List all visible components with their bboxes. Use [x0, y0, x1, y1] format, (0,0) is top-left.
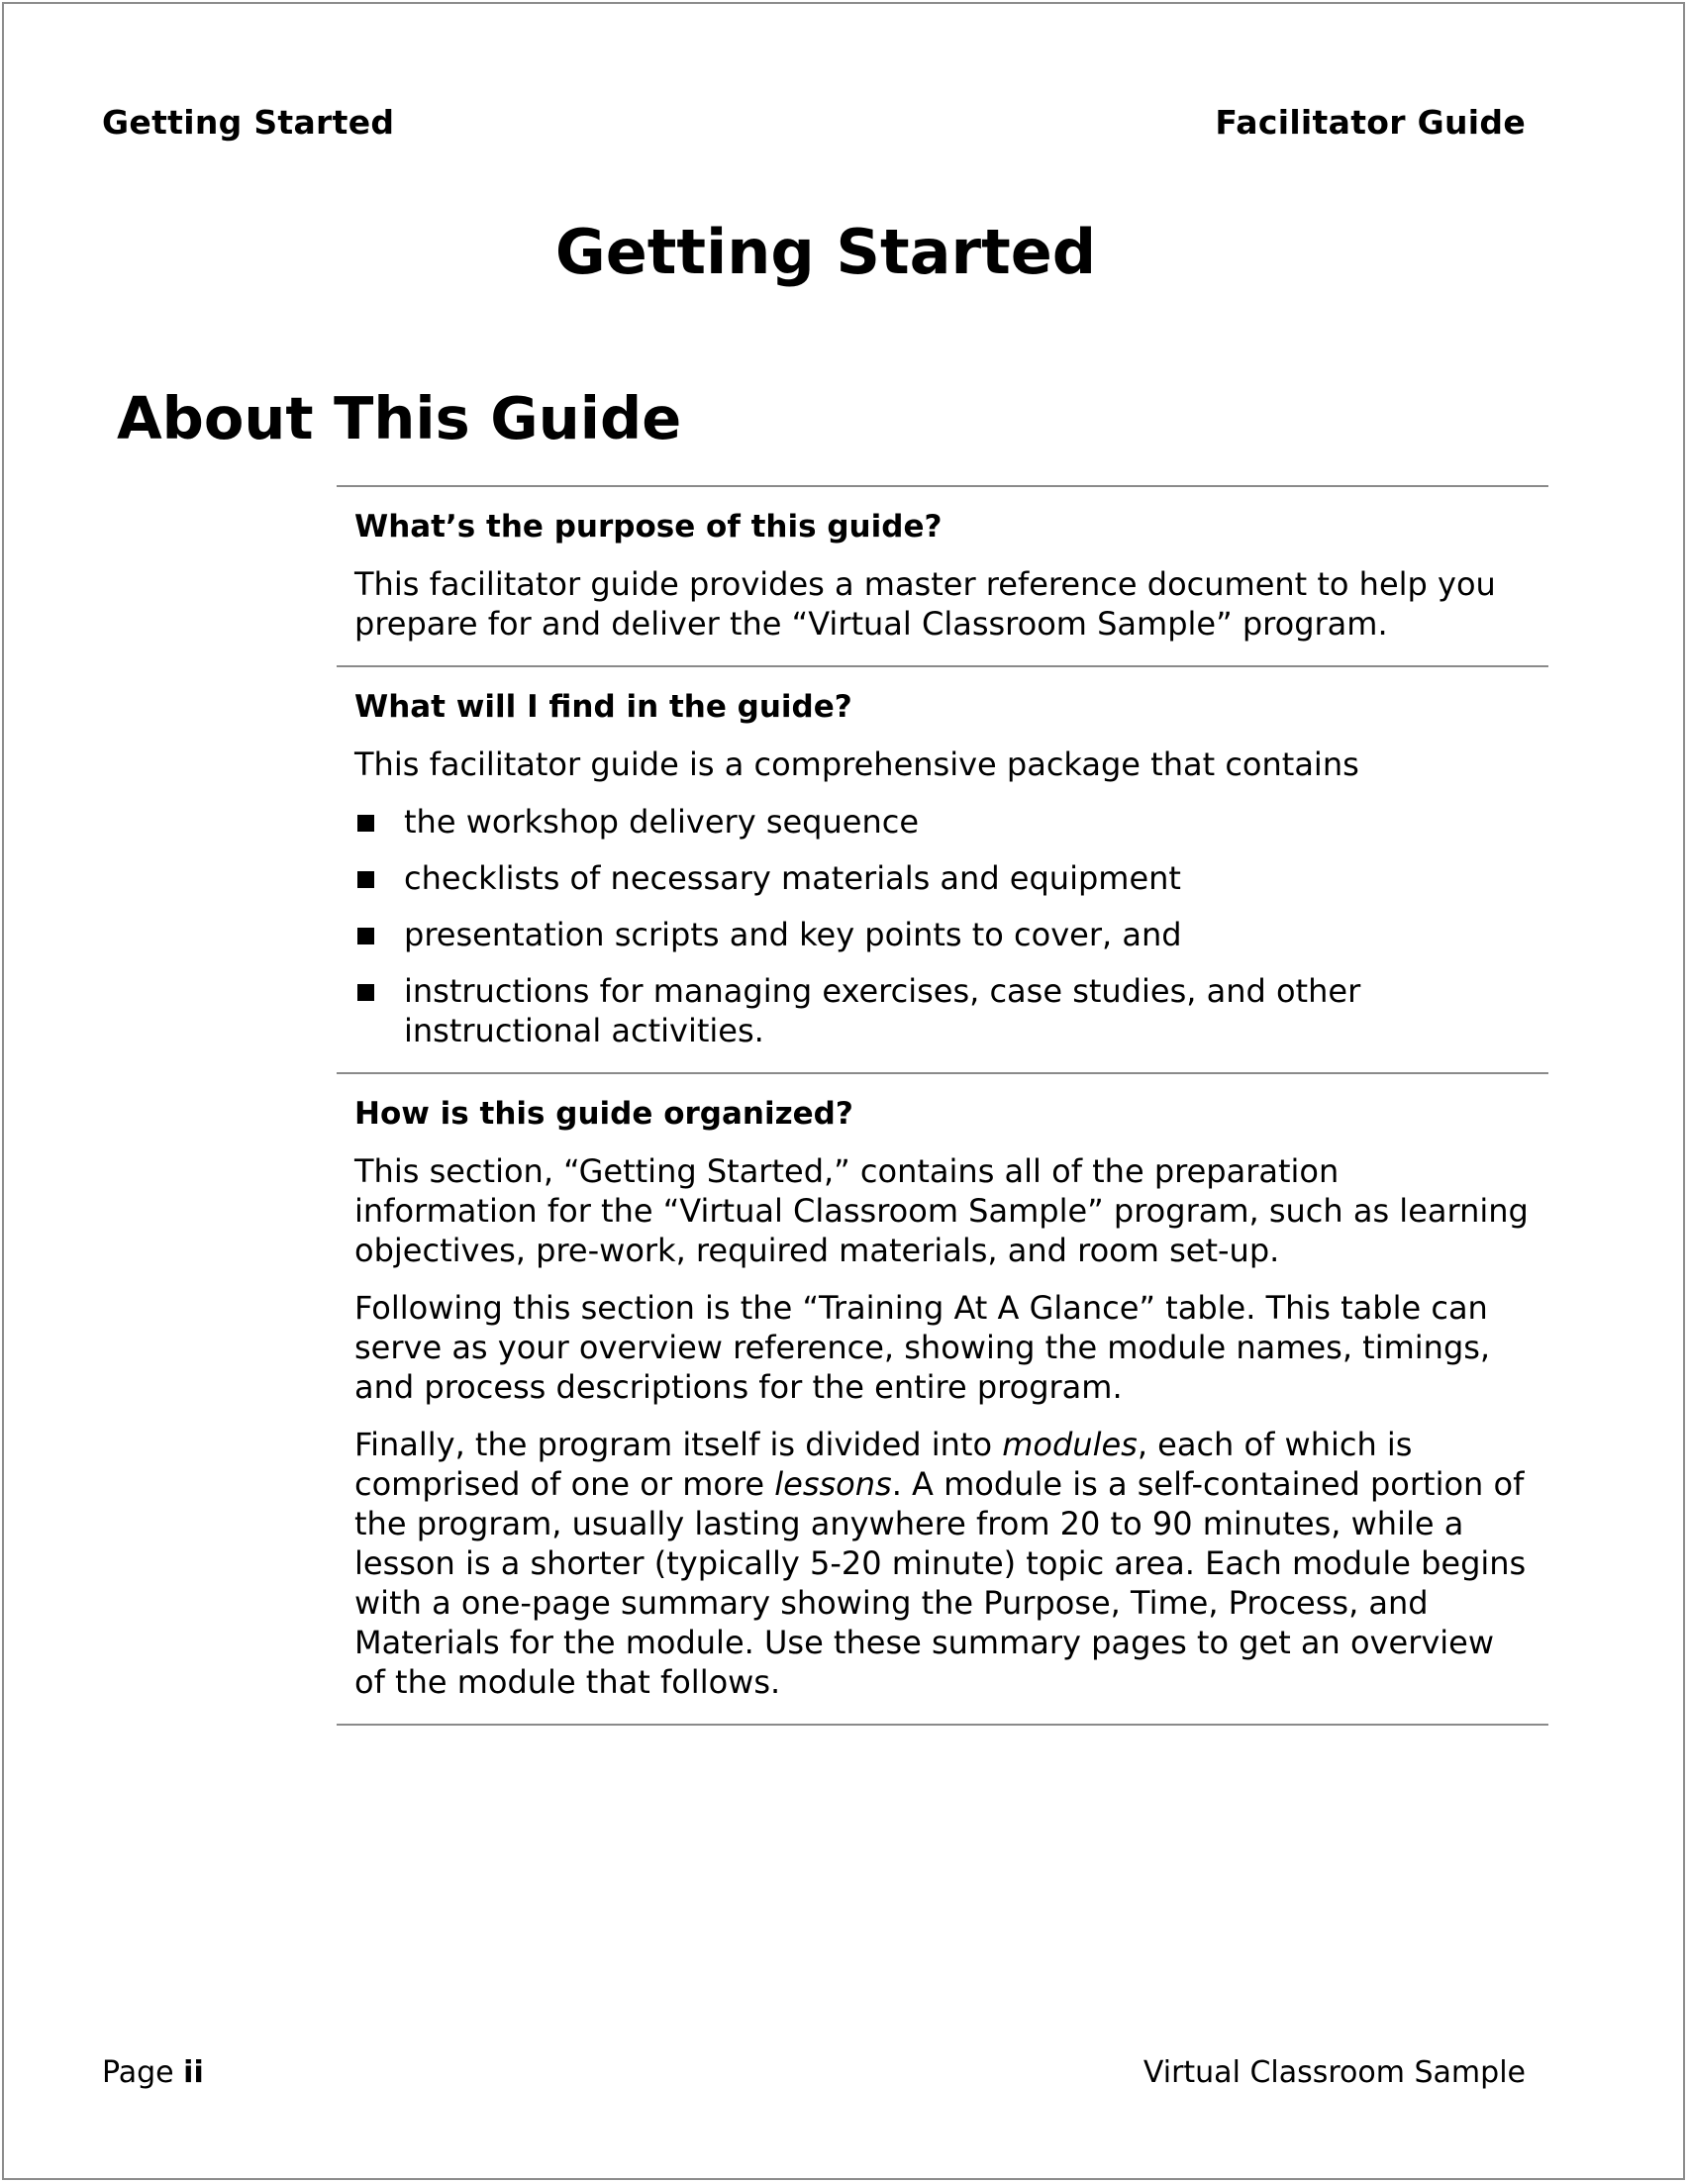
emphasis-lessons: lessons [774, 1465, 892, 1503]
square-bullet-icon [357, 928, 374, 944]
square-bullet-icon [357, 815, 374, 832]
qa-paragraph-final [354, 1425, 1531, 1702]
qa-block-contents [337, 667, 1548, 1074]
list-item [354, 915, 1531, 954]
square-bullet-icon [357, 871, 374, 888]
qa-question: How is this guide organized? [354, 1096, 853, 1132]
list-item [354, 971, 1531, 1050]
page-title: Getting Started [554, 216, 1097, 288]
page-label: Page [102, 2055, 184, 2090]
qa-table [337, 485, 1548, 1726]
qa-block-organization [337, 1074, 1548, 1726]
bullet-list [354, 802, 1531, 1050]
list-item [354, 858, 1531, 898]
list-item-text: presentation scripts and key points to cover, and [404, 916, 1182, 953]
list-item-text: instructions for managing exercises, case studies, and other instructional activities. [404, 972, 1361, 1049]
square-bullet-icon [357, 984, 374, 1001]
page-number: ii [183, 2055, 204, 2090]
qa-paragraph: This section, “Getting Started,” contains all of the preparation information for the “Virtual Classroom Sample” program, such as learning objectives, pre-work, required materials, and room set-up. [354, 1152, 1529, 1269]
qa-question: What will I find in the guide? [354, 689, 852, 725]
header-right: Facilitator Guide [1215, 103, 1526, 142]
section-title: About This Guide [117, 384, 682, 452]
running-footer [102, 2055, 1526, 2090]
footer-page [102, 2055, 204, 2090]
paragraph-text: , each of which is comprised of one or more [354, 1426, 1413, 1503]
qa-paragraph: This facilitator guide is a comprehensive package that contains [354, 745, 1359, 783]
header-left: Getting Started [102, 103, 395, 142]
list-item-text: the workshop delivery sequence [404, 803, 920, 841]
qa-paragraph: This facilitator guide provides a master reference document to help you prepare for and deliver the “Virtual Classroom Sample” program. [354, 565, 1496, 643]
running-header [102, 103, 1526, 142]
emphasis-modules: modules [1002, 1426, 1138, 1463]
qa-question: What’s the purpose of this guide? [354, 509, 943, 545]
qa-block-purpose [337, 487, 1548, 667]
paragraph-text: . A module is a self-contained portion of the program, usually lasting anywhere from 20 to 90 minutes, while a lesson is a shorter (typically 5-20 minute) topic area. Each module begins with a one-page summary showing the Purpose, Time, Process, and Materials for the module. Use these summary pages to get an overview of the module that follows. [354, 1465, 1527, 1701]
list-item [354, 802, 1531, 842]
footer-right: Virtual Classroom Sample [1143, 2055, 1526, 2090]
paragraph-text: Finally, the program itself is divided into [354, 1426, 1003, 1463]
qa-paragraph: Following this section is the “Training At A Glance” table. This table can serve as your overview reference, showing the module names, timings, and process descriptions for the entire program. [354, 1289, 1491, 1406]
list-item-text: checklists of necessary materials and equipment [404, 859, 1181, 897]
